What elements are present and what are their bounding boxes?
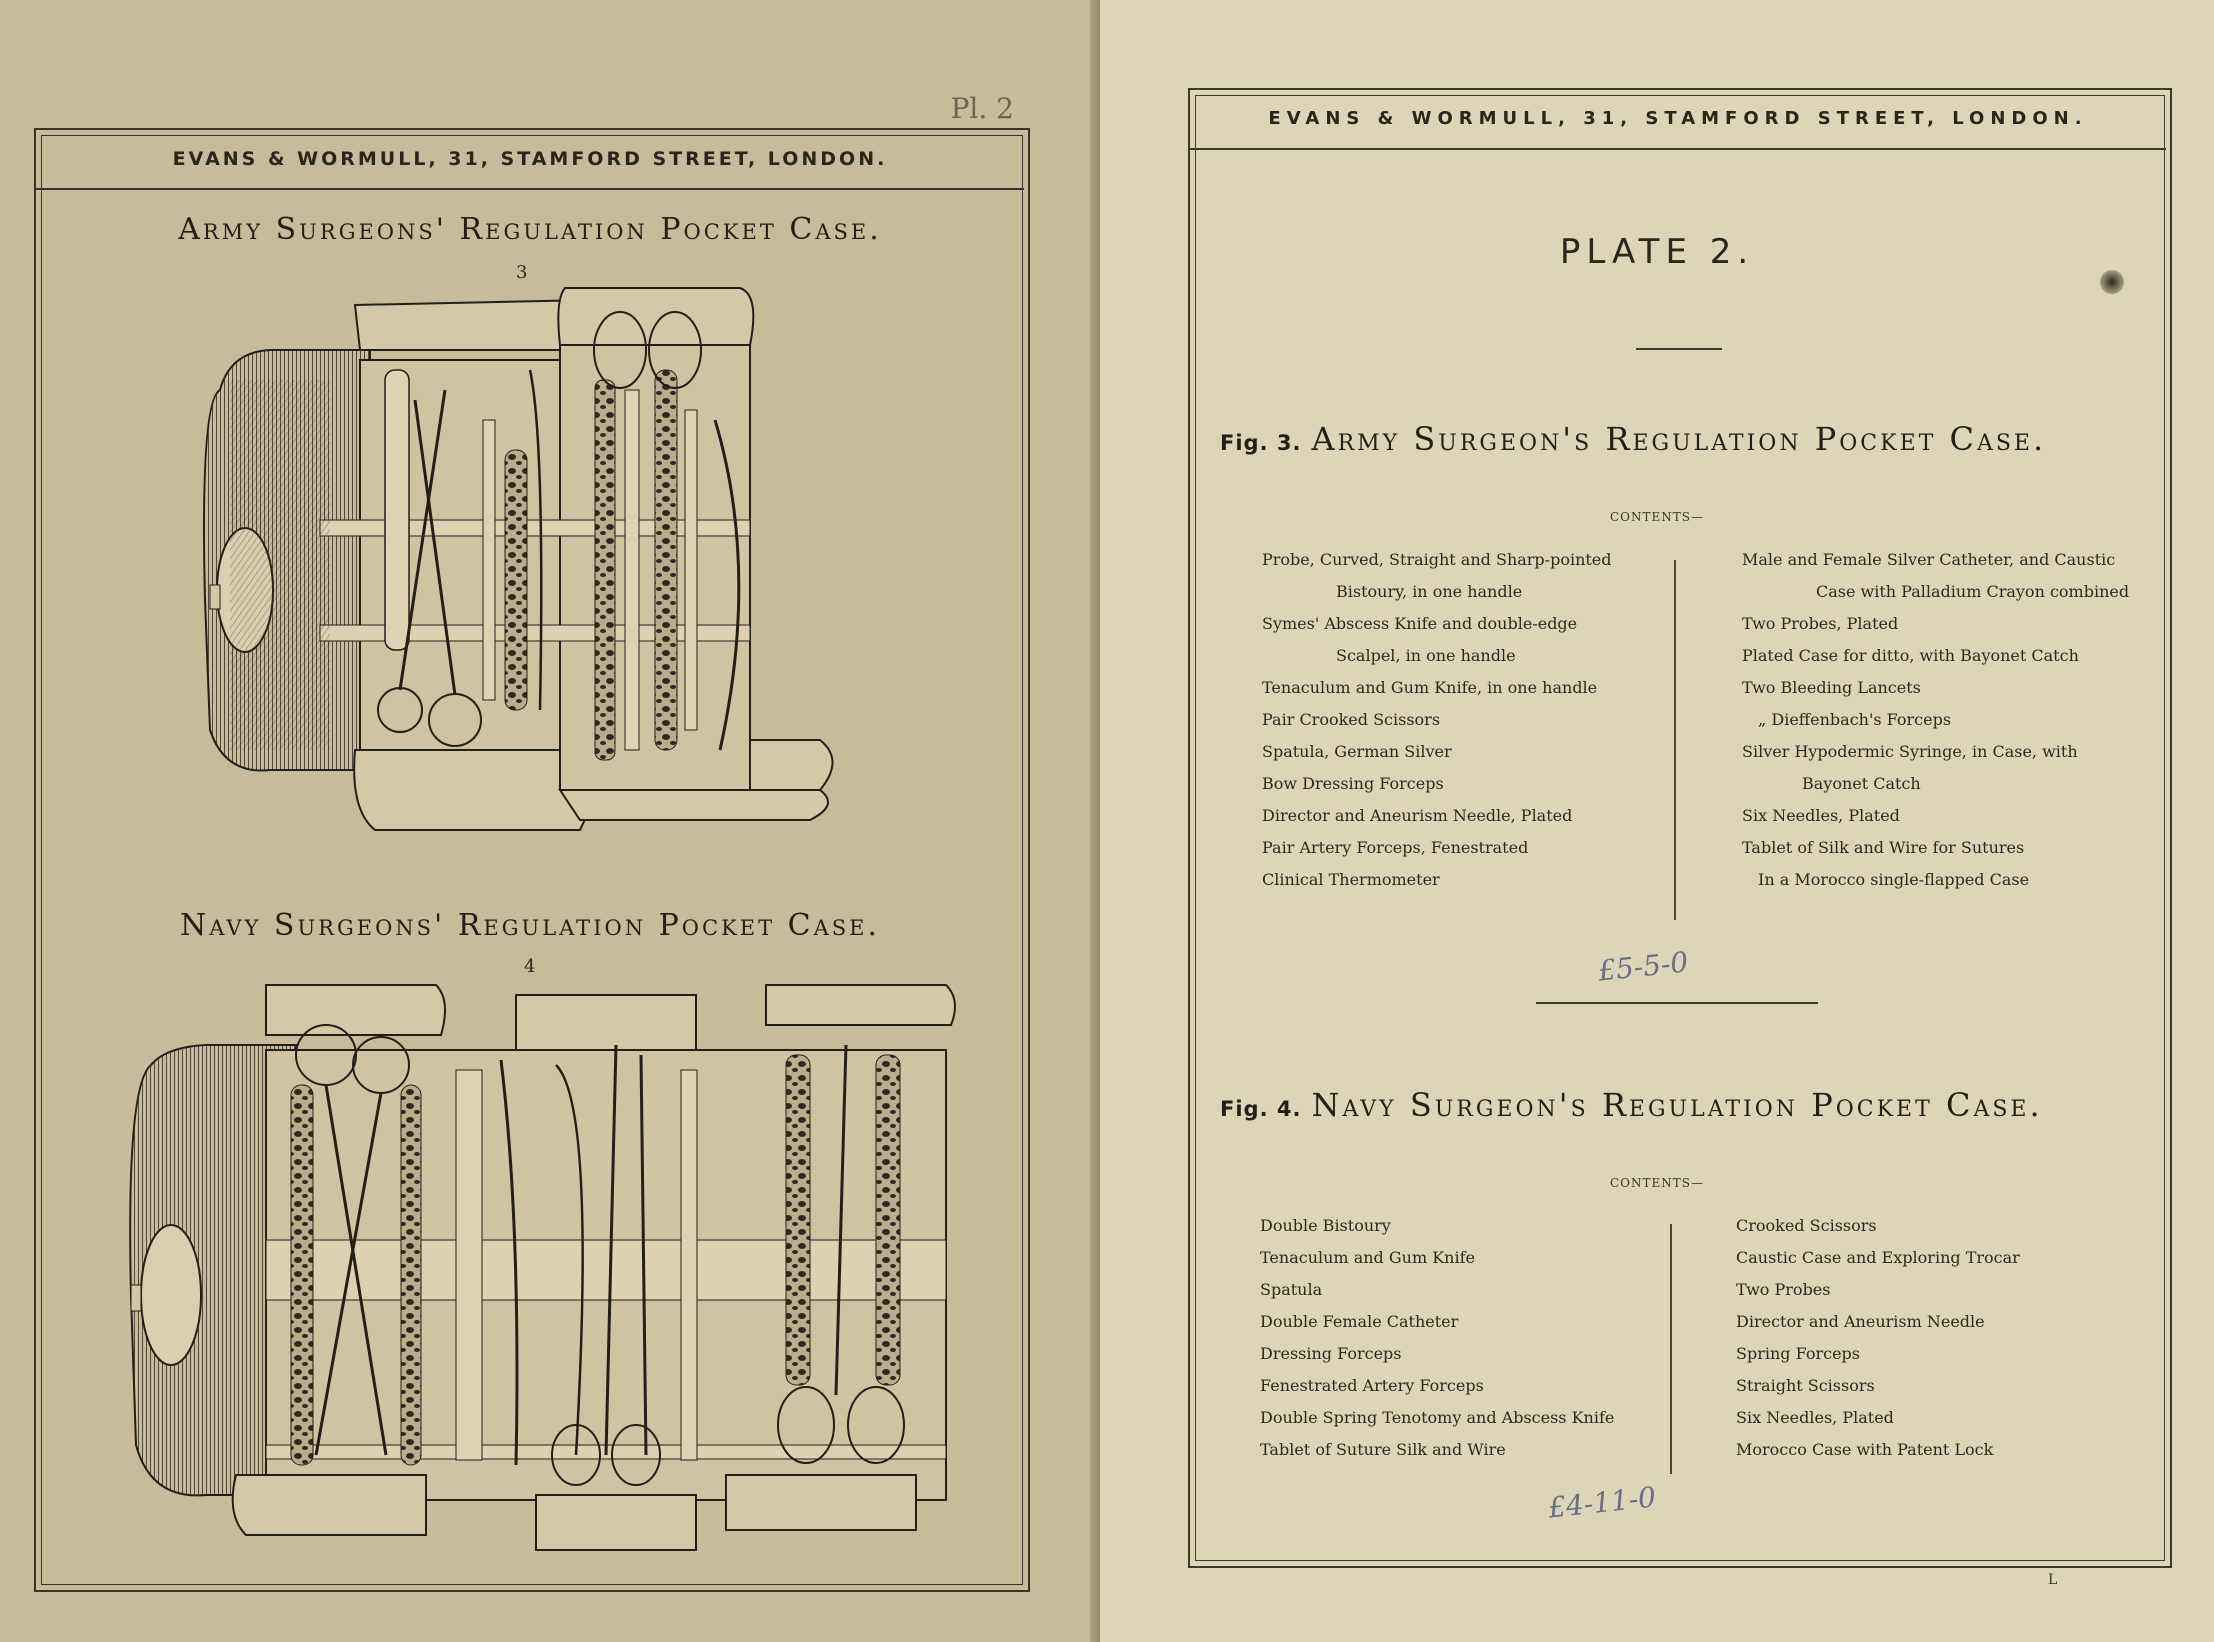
contents-item: Bistoury, in one handle (1336, 582, 1523, 601)
contents-item: Director and Aneurism Needle (1736, 1312, 1985, 1331)
navy-contents-right (1736, 1210, 2020, 1466)
contents-item: Dressing Forceps (1260, 1344, 1402, 1363)
contents-item: Spatula (1260, 1280, 1323, 1299)
ink-spot (2100, 270, 2124, 294)
army-fig-heading: Army Surgeon's Regulation Pocket Case. (1311, 420, 2047, 458)
army-contents-label: CONTENTS— (1609, 510, 1704, 524)
contents-item: Silver Hypodermic Syringe, in Case, with (1742, 742, 2078, 761)
navy-price-pencil: £4-11-0 (1546, 1480, 1658, 1525)
contents-item: Case with Palladium Crayon combined (1816, 582, 2130, 601)
contents-item: Male and Female Silver Catheter, and Caustic (1742, 550, 2116, 569)
navy-fig-title (1220, 1086, 2140, 1124)
plate-label: Pl. 2 (950, 92, 1014, 125)
army-contents-right (1742, 544, 2129, 896)
contents-item: Six Needles, Plated (1736, 1408, 1894, 1427)
contents-item: Fenestrated Artery Forceps (1260, 1376, 1484, 1395)
contents-item: Double Bistoury (1260, 1216, 1391, 1235)
contents-item: Tenaculum and Gum Knife, in one handle (1262, 678, 1598, 697)
contents-item: Spring Forceps (1736, 1344, 1860, 1363)
contents-item: Caustic Case and Exploring Trocar (1736, 1248, 2020, 1267)
contents-item: Clinical Thermometer (1262, 870, 1440, 889)
army-price-pencil: £5-5-0 (1596, 945, 1690, 988)
contents-item: Bayonet Catch (1802, 774, 1921, 793)
army-case-title: Army Surgeons' Regulation Pocket Case. (178, 212, 882, 247)
contents-item: Double Female Catheter (1260, 1312, 1459, 1331)
army-fig-title (1220, 420, 2140, 458)
contents-item: Plated Case for ditto, with Bayonet Catch (1742, 646, 2079, 665)
title-rule (1636, 348, 1722, 350)
contents-item: Bow Dressing Forceps (1262, 774, 1444, 793)
right-page-text (1100, 0, 2214, 1642)
contents-item: Two Bleeding Lancets (1742, 678, 1921, 697)
contents-item: Spatula, German Silver (1262, 742, 1452, 761)
contents-item: Symes' Abscess Knife and double-edge (1262, 614, 1578, 633)
army-figure-number: 3 (516, 262, 528, 283)
contents-item: Tablet of Suture Silk and Wire (1260, 1440, 1506, 1459)
section-rule (1536, 1002, 1818, 1004)
army-contents-left (1262, 544, 1612, 896)
contents-item: Pair Artery Forceps, Fenestrated (1262, 838, 1529, 857)
navy-column-divider (1670, 1224, 1672, 1474)
army-fig-label: Fig. 3. (1220, 431, 1302, 455)
contents-item: In a Morocco single-flapped Case (1758, 870, 2030, 889)
contents-item: Probe, Curved, Straight and Sharp-pointed (1262, 550, 1612, 569)
left-page-plate (0, 0, 1100, 1642)
page-signature-mark: L (2048, 1572, 2058, 1588)
navy-case-illustration (126, 975, 966, 1555)
left-page-header: EVANS & WORMULL, 31, STAMFORD STREET, LONDON. (36, 130, 1024, 190)
contents-item: Double Spring Tenotomy and Abscess Knife (1260, 1408, 1615, 1427)
contents-item: Tablet of Silk and Wire for Sutures (1742, 838, 2025, 857)
contents-item: „ Dieffenbach's Forceps (1758, 710, 1952, 729)
contents-item: Six Needles, Plated (1742, 806, 1900, 825)
contents-item: Morocco Case with Patent Lock (1736, 1440, 1994, 1459)
contents-item: Director and Aneurism Needle, Plated (1262, 806, 1573, 825)
contents-item: Scalpel, in one handle (1336, 646, 1516, 665)
navy-case-title: Navy Surgeons' Regulation Pocket Case. (179, 908, 881, 943)
contents-item: Crooked Scissors (1736, 1216, 1877, 1235)
right-page-header: EVANS & WORMULL, 31, STAMFORD STREET, LONDON. (1190, 90, 2166, 150)
contents-item: Pair Crooked Scissors (1262, 710, 1441, 729)
navy-figure-number: 4 (524, 956, 536, 977)
army-column-divider (1674, 560, 1676, 920)
contents-item: Two Probes, Plated (1742, 614, 1899, 633)
navy-contents-left (1260, 1210, 1614, 1466)
contents-item: Two Probes (1736, 1280, 1831, 1299)
army-case-illustration (200, 270, 860, 860)
contents-item: Straight Scissors (1736, 1376, 1875, 1395)
navy-contents-label: CONTENTS— (1609, 1176, 1704, 1190)
navy-fig-heading: Navy Surgeon's Regulation Pocket Case. (1311, 1086, 2043, 1124)
plate-title: PLATE 2. (1559, 232, 1755, 272)
maker-stamp-oval (141, 1225, 201, 1365)
contents-item: Tenaculum and Gum Knife (1260, 1248, 1475, 1267)
navy-fig-label: Fig. 4. (1220, 1097, 1302, 1121)
